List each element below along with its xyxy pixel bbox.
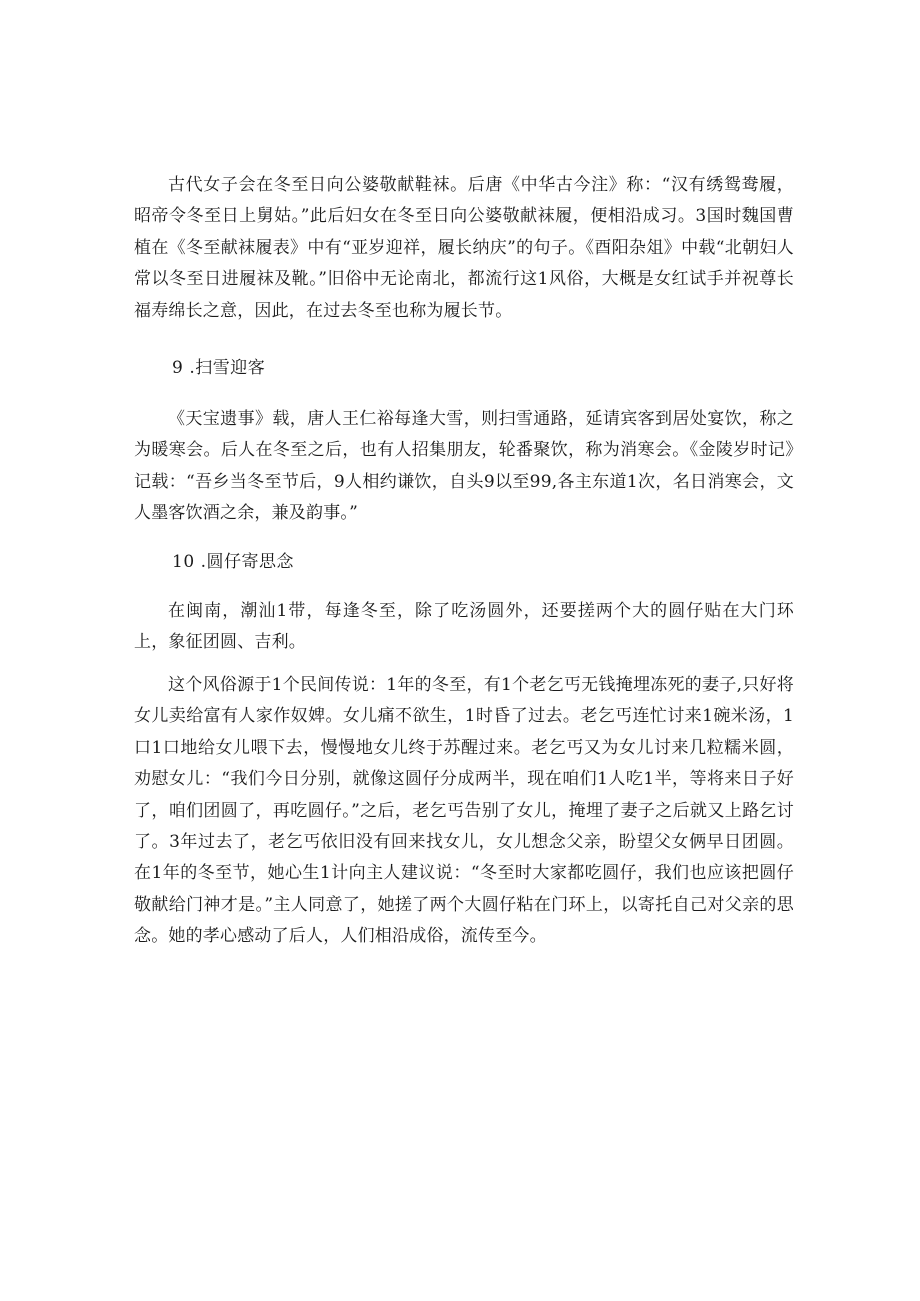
paragraph-shoes-socks: 古代女子会在冬至日向公婆敬献鞋袜。后唐《中华古今注》称：“汉有绣鸳鸯履，昭帝令冬至日上舅姑。”此后妇女在冬至日向公婆敬献袜履，便相沿成习。3国时魏国曹植在《冬至献袜履表》中有“亚岁迎祥，履长纳庆”的句子。《酉阳杂俎》中载“北朝妇人常以冬至日进履袜及靴。”旧俗中无论南北，都流行这1风俗，大概是女红试手并祝尊长福寿绵长之意，因此，在过去冬至也称为履长节。 — [134, 175, 794, 321]
section-title: .扫雪迎客 — [189, 358, 266, 378]
section-heading-sweep-snow — [172, 356, 265, 380]
section-number: 10 — [172, 552, 195, 572]
paragraph-folk-legend: 这个风俗源于1个民间传说：1年的冬至，有1个老乞丐无钱掩埋冻死的妻子,只好将女儿卖给富有人家作奴婢。女儿痛不欲生，1时昏了过去。老乞丐连忙讨来1碗米汤，1口1口地给女儿喂下去，慢慢地女儿终于苏醒过来。老乞丐又为女儿讨来几粒糯米圆，劝慰女儿：“我们今日分别，就像这圆仔分成两半，现在咱们1人吃1半，等将来日子好了，咱们团圆了，再吃圆仔。”之后，老乞丐告别了女儿，掩埋了妻子之后就又上路乞讨了。3年过去了，老乞丐依旧没有回来找女儿，女儿想念父亲，盼望父女俩早日团圆。在1年的冬至节，她心生1计向主人建议说：“冬至时大家都吃圆仔，我们也应该把圆仔敬献给门神才是。”主人同意了，她搓了两个大圆仔粘在门环上，以寄托自己对父亲的思念。她的孝心感动了后人，人们相沿成俗，流传至今。 — [134, 675, 794, 947]
section-number: 9 — [172, 358, 184, 378]
section-heading-rice-balls — [172, 550, 294, 574]
paragraph-sweep-snow: 《天宝遗事》载，唐人王仁裕每逢大雪，则扫雪通路，延请宾客到居处宴饮，称之为暖寒会。后人在冬至之后，也有人招集朋友，轮番聚饮，称为消寒会。《金陵岁时记》记载：“吾乡当冬至节后，9人相约谦饮，自头9以至99,各主东道1次，名日消寒会，文人墨客饮酒之余，兼及韵事。” — [134, 409, 794, 524]
paragraph-minnan-custom: 在闽南，潮汕1带，每逢冬至，除了吃汤圆外，还要搓两个大的圆仔贴在大门环上，象征团圆、吉利。 — [134, 601, 794, 653]
section-title: .圆仔寄思念 — [200, 552, 295, 572]
